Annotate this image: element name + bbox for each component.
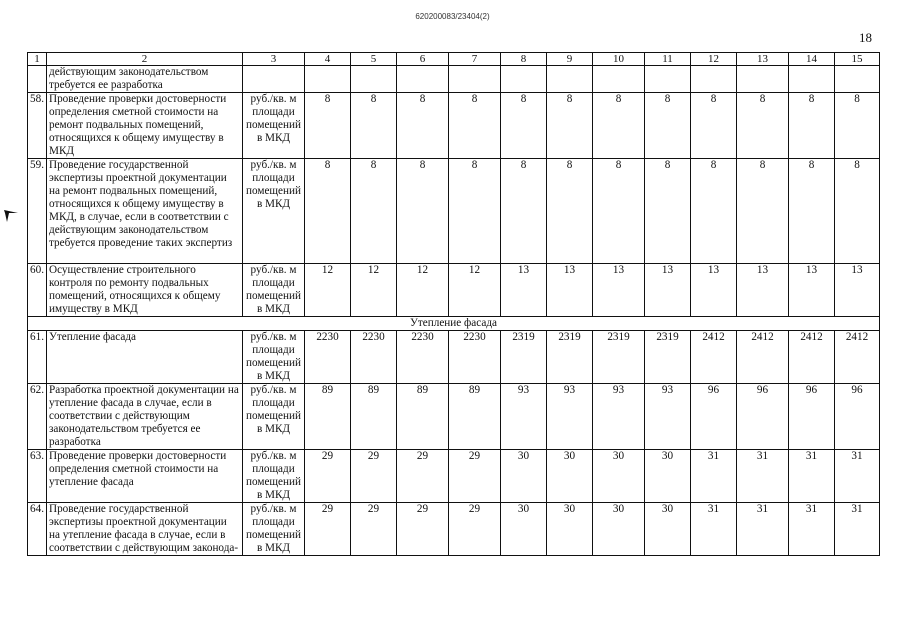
value-cell: 13 — [547, 264, 593, 317]
value-cell: 13 — [501, 264, 547, 317]
value-cell: 31 — [691, 503, 737, 556]
value-cell: 89 — [351, 384, 397, 450]
value-cell — [835, 66, 880, 93]
column-number: 14 — [789, 53, 835, 66]
row-number — [28, 66, 47, 93]
unit-cell: руб./кв. м площади помещений в МКД — [243, 159, 305, 264]
value-cell: 12 — [397, 264, 449, 317]
unit-cell: руб./кв. м площади помещений в МКД — [243, 450, 305, 503]
value-cell — [789, 66, 835, 93]
row-number: 61. — [28, 331, 47, 384]
column-number: 10 — [593, 53, 645, 66]
value-cell: 2230 — [351, 331, 397, 384]
value-cell: 2230 — [449, 331, 501, 384]
unit-cell: руб./кв. м площади помещений в МКД — [243, 384, 305, 450]
value-cell: 31 — [691, 450, 737, 503]
row-number: 63. — [28, 450, 47, 503]
value-cell: 8 — [593, 93, 645, 159]
value-cell: 8 — [397, 93, 449, 159]
value-cell: 8 — [645, 159, 691, 264]
value-cell: 8 — [305, 159, 351, 264]
value-cell: 31 — [835, 503, 880, 556]
unit-cell: руб./кв. м площади помещений в МКД — [243, 503, 305, 556]
row-name: действующим законодательством требуется ее разработка — [47, 66, 243, 93]
table-row — [28, 503, 880, 556]
value-cell: 31 — [789, 503, 835, 556]
column-number: 7 — [449, 53, 501, 66]
table-row — [28, 93, 880, 159]
value-cell: 8 — [501, 159, 547, 264]
value-cell: 29 — [397, 503, 449, 556]
tariff-table — [27, 52, 880, 556]
value-cell: 29 — [351, 503, 397, 556]
column-number: 6 — [397, 53, 449, 66]
column-number: 11 — [645, 53, 691, 66]
value-cell: 29 — [397, 450, 449, 503]
column-number: 3 — [243, 53, 305, 66]
value-cell: 13 — [737, 264, 789, 317]
value-cell — [397, 66, 449, 93]
column-number: 2 — [47, 53, 243, 66]
value-cell: 30 — [547, 450, 593, 503]
column-number: 8 — [501, 53, 547, 66]
value-cell: 29 — [351, 450, 397, 503]
value-cell: 8 — [789, 159, 835, 264]
value-cell: 93 — [547, 384, 593, 450]
margin-arrow-icon — [4, 208, 18, 222]
value-cell: 93 — [593, 384, 645, 450]
value-cell: 29 — [305, 450, 351, 503]
value-cell: 31 — [737, 450, 789, 503]
value-cell — [449, 66, 501, 93]
column-number: 12 — [691, 53, 737, 66]
table-row — [28, 159, 880, 264]
value-cell: 2319 — [645, 331, 691, 384]
value-cell: 13 — [593, 264, 645, 317]
value-cell — [547, 66, 593, 93]
row-name: Утепление фасада — [47, 331, 243, 384]
column-number: 9 — [547, 53, 593, 66]
value-cell: 96 — [691, 384, 737, 450]
row-name: Разработка проектной документации на утепление фасада в случае, если в соответствии с действующим законодательством требуется ее разработка — [47, 384, 243, 450]
page-number: 18 — [859, 30, 872, 45]
value-cell: 8 — [737, 93, 789, 159]
value-cell: 8 — [789, 93, 835, 159]
unit-cell: руб./кв. м площади помещений в МКД — [243, 331, 305, 384]
table-row — [28, 331, 880, 384]
value-cell: 12 — [305, 264, 351, 317]
row-number: 58. — [28, 93, 47, 159]
value-cell: 96 — [789, 384, 835, 450]
value-cell: 8 — [645, 93, 691, 159]
table-row — [28, 66, 880, 93]
value-cell: 2230 — [397, 331, 449, 384]
value-cell: 93 — [645, 384, 691, 450]
unit-cell: руб./кв. м площади помещений в МКД — [243, 93, 305, 159]
table-body — [28, 53, 880, 556]
value-cell: 2412 — [789, 331, 835, 384]
value-cell: 13 — [691, 264, 737, 317]
value-cell: 2319 — [547, 331, 593, 384]
row-number: 64. — [28, 503, 47, 556]
row-name: Проведение государственной экспертизы проектной документации на ремонт подвальных помещений, относящихся к общему имуществу в МКД, в случае, если в соответствии с действующим законодательством требуется проведение таких экспертиз — [47, 159, 243, 264]
value-cell: 31 — [737, 503, 789, 556]
value-cell: 13 — [789, 264, 835, 317]
table-row — [28, 384, 880, 450]
value-cell: 8 — [449, 159, 501, 264]
value-cell: 30 — [645, 503, 691, 556]
value-cell: 8 — [351, 93, 397, 159]
value-cell: 96 — [737, 384, 789, 450]
table-row — [28, 450, 880, 503]
column-number: 1 — [28, 53, 47, 66]
value-cell: 30 — [501, 503, 547, 556]
row-name: Осуществление строительного контроля по ремонту подвальных помещений, относящихся к общему имуществу в МКД — [47, 264, 243, 317]
value-cell: 96 — [835, 384, 880, 450]
value-cell: 29 — [449, 503, 501, 556]
column-number-row — [28, 53, 880, 66]
unit-cell: руб./кв. м площади помещений в МКД — [243, 264, 305, 317]
value-cell — [593, 66, 645, 93]
value-cell: 2230 — [305, 331, 351, 384]
column-number: 13 — [737, 53, 789, 66]
value-cell: 13 — [645, 264, 691, 317]
value-cell: 13 — [835, 264, 880, 317]
row-number: 59. — [28, 159, 47, 264]
value-cell: 8 — [449, 93, 501, 159]
section-row — [28, 317, 880, 331]
value-cell: 8 — [691, 159, 737, 264]
value-cell: 2412 — [835, 331, 880, 384]
row-name: Проведение государственной экспертизы проектной документации на утепление фасада в случае, если в соответствии с действующим законода- — [47, 503, 243, 556]
value-cell: 2412 — [691, 331, 737, 384]
value-cell: 8 — [397, 159, 449, 264]
value-cell: 30 — [593, 503, 645, 556]
value-cell: 8 — [691, 93, 737, 159]
value-cell: 29 — [449, 450, 501, 503]
value-cell: 30 — [501, 450, 547, 503]
value-cell — [243, 66, 305, 93]
row-name: Проведение проверки достоверности определения сметной стоимости на ремонт подвальных помещений, относящихся к общему имуществу в МКД — [47, 93, 243, 159]
row-number: 60. — [28, 264, 47, 317]
column-number: 4 — [305, 53, 351, 66]
value-cell: 8 — [835, 93, 880, 159]
value-cell: 31 — [789, 450, 835, 503]
value-cell: 8 — [547, 93, 593, 159]
value-cell: 12 — [449, 264, 501, 317]
document-code: 620200083/23404(2) — [415, 12, 490, 21]
value-cell — [645, 66, 691, 93]
value-cell: 30 — [593, 450, 645, 503]
value-cell — [501, 66, 547, 93]
value-cell — [691, 66, 737, 93]
value-cell: 29 — [305, 503, 351, 556]
value-cell: 8 — [835, 159, 880, 264]
section-title: Утепление фасада — [28, 317, 880, 331]
column-number: 15 — [835, 53, 880, 66]
value-cell — [737, 66, 789, 93]
value-cell — [305, 66, 351, 93]
value-cell: 8 — [501, 93, 547, 159]
table-row — [28, 264, 880, 317]
value-cell: 30 — [547, 503, 593, 556]
value-cell: 8 — [737, 159, 789, 264]
row-name: Проведение проверки достоверности определения сметной стоимости на утепление фасада — [47, 450, 243, 503]
row-number: 62. — [28, 384, 47, 450]
value-cell: 8 — [351, 159, 397, 264]
value-cell: 30 — [645, 450, 691, 503]
value-cell: 2319 — [593, 331, 645, 384]
value-cell: 31 — [835, 450, 880, 503]
value-cell: 2412 — [737, 331, 789, 384]
value-cell: 89 — [397, 384, 449, 450]
value-cell: 2319 — [501, 331, 547, 384]
value-cell: 8 — [547, 159, 593, 264]
value-cell: 89 — [305, 384, 351, 450]
value-cell: 8 — [593, 159, 645, 264]
value-cell: 12 — [351, 264, 397, 317]
value-cell: 8 — [305, 93, 351, 159]
value-cell: 93 — [501, 384, 547, 450]
value-cell — [351, 66, 397, 93]
column-number: 5 — [351, 53, 397, 66]
value-cell: 89 — [449, 384, 501, 450]
